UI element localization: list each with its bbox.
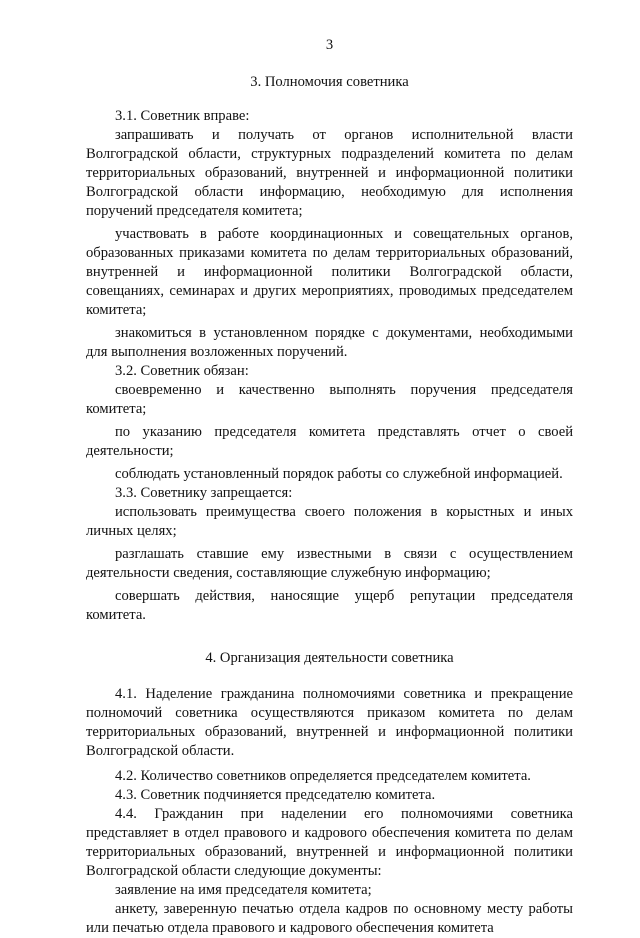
paragraph-3-3-b: разглашать ставшие ему известными в связи с осуществлением деятельности сведения, составляющие служебную информацию; [86, 546, 573, 581]
paragraph-4-4-a: заявление на имя председателя комитета; [115, 882, 372, 898]
paragraph-3-1-b: участвовать в работе координационных и совещательных органов, образованных приказами комитета по делам территориальных образований, внутренней и информационной политики Волгоградской области, совещаниях, семинарах и других мероприятиях, проводимых председателем комитета; [86, 226, 573, 318]
paragraph-4-2: 4.2. Количество советников определяется председателем комитета. [115, 768, 531, 784]
paragraph-4-3: 4.3. Советник подчиняется председателю комитета. [115, 787, 436, 803]
page-number: 3 [325, 37, 334, 53]
paragraph-3-1: 3.1. Советник вправе: [115, 108, 250, 124]
section-4-title: 4. Организация деятельности советника [205, 650, 454, 666]
paragraph-3-3: 3.3. Советнику запрещается: [115, 485, 293, 501]
paragraph-3-2-c: соблюдать установленный порядок работы со служебной информацией. [115, 466, 563, 482]
paragraph-4-4-b: анкету, заверенную печатью отдела кадров по основному месту работы или печатью отдела правового и кадрового обеспечения комитета [86, 901, 573, 936]
paragraph-3-1-c: знакомиться в установленном порядке с документами, необходимыми для выполнения возложенных поручений. [86, 325, 573, 360]
paragraph-3-2-b: по указанию председателя комитета представлять отчет о своей деятельности; [86, 424, 573, 459]
paragraph-3-1-a: запрашивать и получать от органов исполнительной власти Волгоградской области, структурных подразделений комитета по делам территориальных образований, внутренней и информационной политики Волгоградской области информацию, необходимую для исполнения поручений председателя комитета; [86, 127, 573, 219]
paragraph-4-1: 4.1. Наделение гражданина полномочиями советника и прекращение полномочий советника осуществляются приказом комитета по делам территориальных образований, внутренней и информационной политики Волгоградской области. [86, 686, 573, 759]
section-3-title: 3. Полномочия советника [250, 74, 409, 90]
paragraph-3-2: 3.2. Советник обязан: [115, 363, 249, 379]
paragraph-3-3-c: совершать действия, наносящие ущерб репутации председателя комитета. [86, 588, 573, 623]
paragraph-3-3-a: использовать преимущества своего положения в корыстных и иных личных целях; [86, 504, 573, 539]
paragraph-4-4: 4.4. Гражданин при наделении его полномочиями советника представляет в отдел правового и кадрового обеспечения комитета по делам территориальных образований, внутренней и информационной политики Волгоградской области следующие документы: [86, 806, 573, 879]
paragraph-3-2-a: своевременно и качественно выполнять поручения председателя комитета; [86, 382, 573, 417]
